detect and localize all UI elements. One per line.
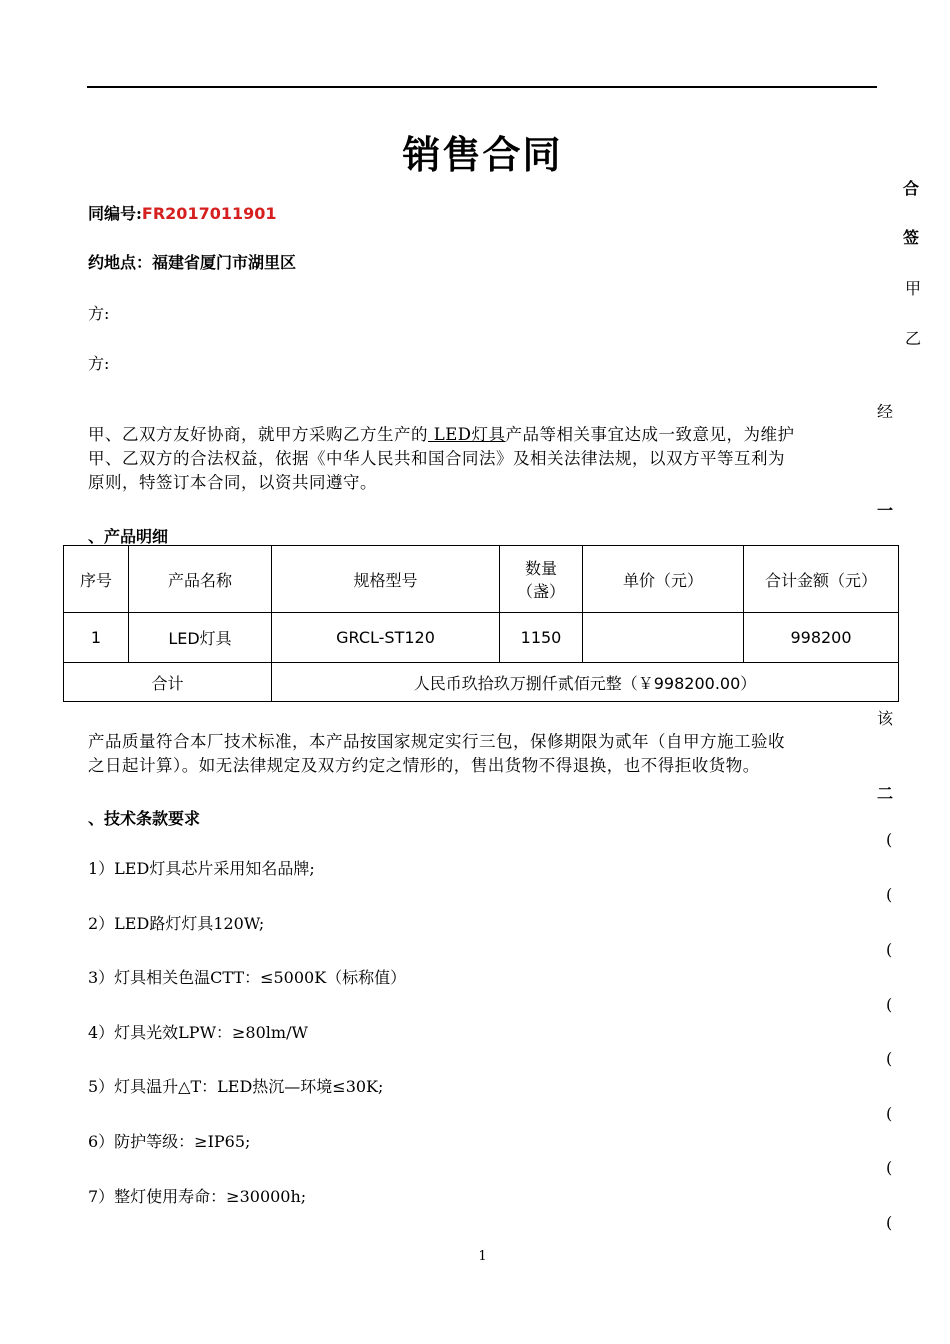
margin-char: ( bbox=[886, 1104, 893, 1123]
cell-index: 1 bbox=[64, 613, 129, 663]
total-label: 合计 bbox=[64, 663, 272, 702]
margin-char: ( bbox=[886, 885, 893, 904]
section-technical-terms: 、技术条款要求 bbox=[88, 809, 201, 828]
table-total-row bbox=[64, 663, 899, 702]
contract-number-label: 同编号: bbox=[88, 204, 142, 223]
cell-model: GRCL-ST120 bbox=[272, 613, 500, 663]
margin-char: ( bbox=[886, 1213, 893, 1232]
product-underlined: LED灯具 bbox=[428, 425, 506, 444]
section-product-details: 、产品明细 bbox=[88, 527, 169, 546]
header-total-amount: 合计金额（元） bbox=[744, 546, 899, 613]
header-index: 序号 bbox=[64, 546, 129, 613]
contract-number-value: FR2017011901 bbox=[141, 204, 277, 223]
tech-item-1: 1）LED灯具芯片采用知名品牌; bbox=[88, 859, 315, 878]
margin-char: 二 bbox=[877, 784, 894, 803]
top-rule bbox=[87, 86, 877, 88]
intro-line-3: 原则，特签订本合同，以资共同遵守。 bbox=[88, 473, 377, 492]
cell-product-name: LED灯具 bbox=[129, 613, 272, 663]
intro-line-1: 甲、乙双方友好协商，就甲方采购乙方生产的 LED灯具产品等相关事宜达成一致意见，为维护 bbox=[88, 425, 795, 444]
document-title: 销售合同 bbox=[402, 132, 563, 177]
margin-char: 甲 bbox=[905, 279, 922, 298]
tech-item-4: 4）灯具光效LPW：≥80lm/W bbox=[88, 1023, 308, 1042]
cell-total-amount: 998200 bbox=[744, 613, 899, 663]
tech-item-2: 2）LED路灯灯具120W; bbox=[88, 914, 265, 933]
margin-char: 经 bbox=[877, 402, 894, 421]
total-value: 人民币玖拾玖万捌仟贰佰元整（￥998200.00） bbox=[272, 663, 899, 702]
tech-item-5: 5）灯具温升△T：LED热沉—环境≤30K; bbox=[88, 1077, 384, 1096]
margin-char: 一 bbox=[877, 501, 894, 520]
quality-line-2: 之日起计算）。如无法律规定及双方约定之情形的，售出货物不得退换，也不得拒收货物。 bbox=[88, 756, 760, 775]
cell-quantity: 1150 bbox=[500, 613, 583, 663]
margin-char: ( bbox=[886, 830, 893, 849]
header-product-name: 产品名称 bbox=[129, 546, 272, 613]
tech-item-3: 3）灯具相关色温CTT：≤5000K（标称值） bbox=[88, 968, 407, 987]
tech-item-7: 7）整灯使用寿命：≥30000h; bbox=[88, 1187, 307, 1206]
intro-paragraph bbox=[88, 423, 888, 495]
margin-char: 乙 bbox=[905, 329, 922, 348]
margin-char: 合 bbox=[903, 179, 920, 198]
page-number: 1 bbox=[478, 1249, 487, 1264]
product-table bbox=[63, 545, 899, 702]
margin-char: 签 bbox=[903, 228, 920, 247]
quality-line-1: 产品质量符合本厂技术标准，本产品按国家规定实行三包，保修期限为贰年（自甲方施工验收 bbox=[88, 732, 785, 751]
cell-unit-price bbox=[583, 613, 744, 663]
header-quantity: 数量 （盏） bbox=[500, 546, 583, 613]
margin-char: 该 bbox=[877, 709, 894, 728]
header-unit-price: 单价（元） bbox=[583, 546, 744, 613]
margin-char: ( bbox=[886, 995, 893, 1014]
tech-item-6: 6）防护等级：≥IP65; bbox=[88, 1132, 251, 1151]
signing-place: 约地点：福建省厦门市湖里区 bbox=[88, 253, 297, 272]
quality-paragraph bbox=[88, 730, 888, 778]
margin-char: ( bbox=[886, 1158, 893, 1177]
margin-char: ( bbox=[886, 1049, 893, 1068]
margin-char: ( bbox=[886, 940, 893, 959]
party-b-label: 方: bbox=[88, 354, 110, 373]
contract-number-line bbox=[88, 201, 277, 224]
intro-line-2: 甲、乙双方的合法权益，依据《中华人民共和国合同法》及相关法律法规，以双方平等互利为 bbox=[88, 449, 785, 468]
table-row bbox=[64, 613, 899, 663]
header-model: 规格型号 bbox=[272, 546, 500, 613]
table-header-row bbox=[64, 546, 899, 613]
party-a-label: 方: bbox=[88, 304, 110, 323]
